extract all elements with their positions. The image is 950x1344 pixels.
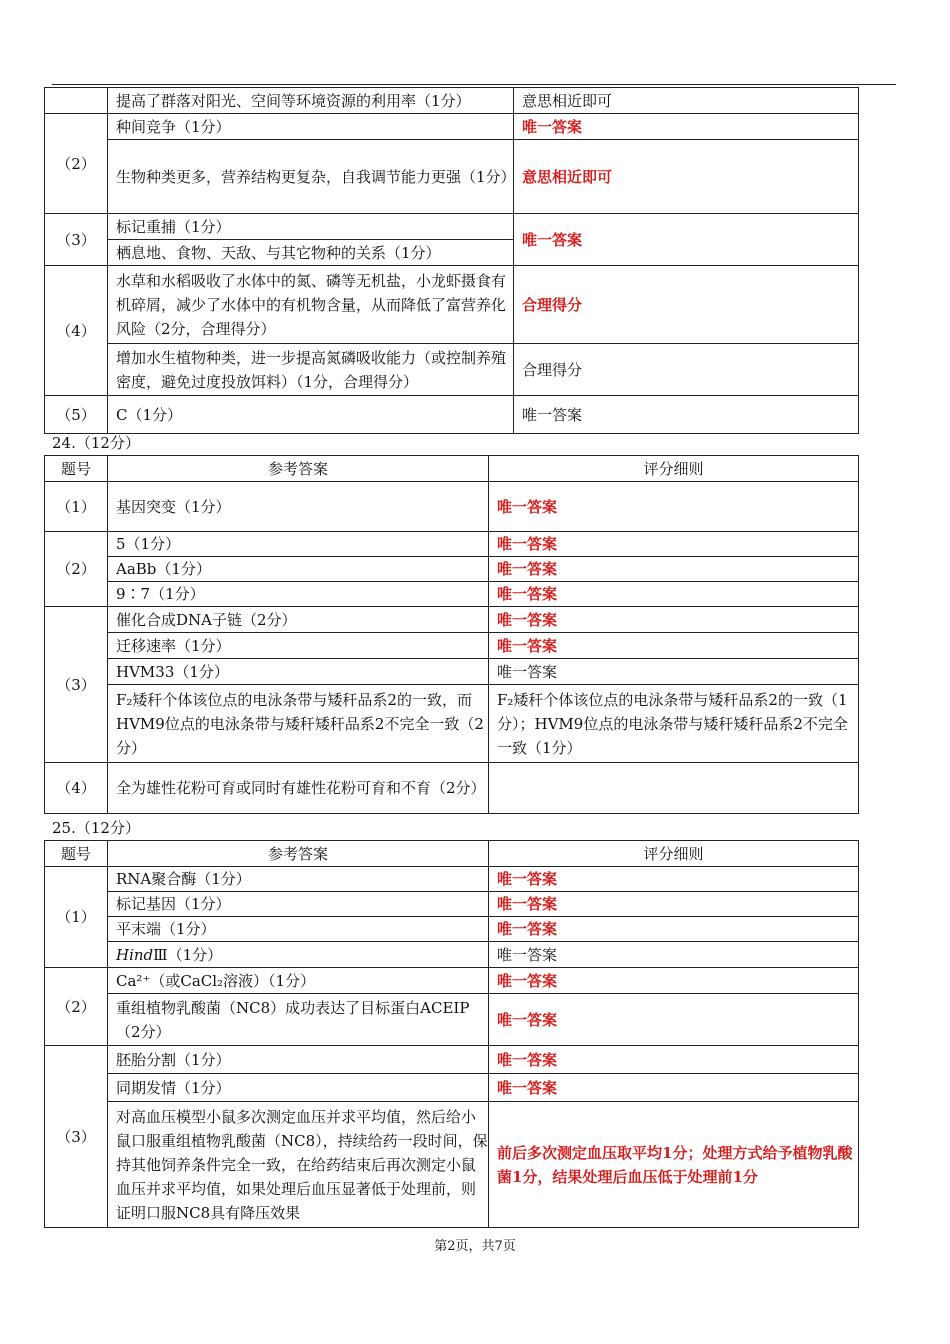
t25-q2-num: （2） [45, 968, 108, 1046]
t24-q3-answer-4: F₂矮秆个体该位点的电泳条带与矮秆品系2的一致，而HVM9位点的电泳条带与矮秆矮秆品系2不完全一致（2分） [108, 685, 489, 763]
t24-q3-note-1: 唯一答案 [489, 607, 859, 633]
t24-q1-answer: 基因突变（1分） [108, 482, 489, 532]
t25-q3-num: （3） [45, 1046, 108, 1228]
t23-q2-answer-1: 种间竞争（1分） [108, 114, 514, 140]
t24-q4-note [489, 763, 859, 814]
t25-q1-answer-1: RNA聚合酶（1分） [108, 867, 489, 892]
t23-q3-answer-1: 标记重捕（1分） [108, 214, 514, 240]
t25-q3-note-3: 前后多次测定血压取平均1分；处理方式给予植物乳酸菌1分，结果处理后血压低于处理前1分 [489, 1102, 859, 1228]
hind-suffix: Ⅲ（1分） [153, 945, 223, 964]
t23-q2-note-2: 意思相近即可 [514, 140, 859, 214]
t23-q5-answer: C（1分） [108, 396, 514, 434]
t24-q3-answer-3: HVM33（1分） [108, 659, 489, 685]
section-24-title: 24.（12分） [52, 434, 140, 452]
t23-q4-note-2: 合理得分 [514, 344, 859, 396]
t24-q3-answer-2: 迁移速率（1分） [108, 633, 489, 659]
t24-q3-num: （3） [45, 607, 108, 763]
t23-q3-num: （3） [45, 214, 108, 266]
t25-header-num: 题号 [45, 841, 108, 867]
t25-q1-note-4: 唯一答案 [489, 942, 859, 968]
t23-num-cont [45, 88, 108, 114]
t24-q3-answer-1: 催化合成DNA子链（2分） [108, 607, 489, 633]
hind-italic: Hind [116, 945, 154, 964]
t23-q3-note: 唯一答案 [514, 214, 859, 266]
t23-q4-note-1: 合理得分 [514, 266, 859, 344]
t24-q1-note: 唯一答案 [489, 482, 859, 532]
t23-q4-answer-1: 水草和水稻吸收了水体中的氮、磷等无机盐，小龙虾摄食有机碎屑，减少了水体中的有机物含量，从而降低了富营养化风险（2分，合理得分） [108, 266, 514, 344]
t24-q3-note-4: F₂矮秆个体该位点的电泳条带与矮秆品系2的一致（1分）；HVM9位点的电泳条带与矮秆矮秆品系2不完全一致（1分） [489, 685, 859, 763]
t24-header-answer: 参考答案 [108, 456, 489, 482]
t23-q2-note-1: 唯一答案 [514, 114, 859, 140]
t25-header-answer: 参考答案 [108, 841, 489, 867]
t25-q1-answer-4 [108, 942, 489, 968]
t24-q3-note-3: 唯一答案 [489, 659, 859, 685]
t24-q2-answer-2: AaBb（1分） [108, 557, 489, 582]
t24-q1-num: （1） [45, 482, 108, 532]
t25-q1-answer-3: 平末端（1分） [108, 917, 489, 942]
t25-q1-note-3: 唯一答案 [489, 917, 859, 942]
t24-header-note: 评分细则 [489, 456, 859, 482]
t25-header-note: 评分细则 [489, 841, 859, 867]
t25-q1-note-2: 唯一答案 [489, 892, 859, 917]
t23-q2-answer-2: 生物种类更多，营养结构更复杂，自我调节能力更强（1分） [108, 140, 514, 214]
t24-header-num: 题号 [45, 456, 108, 482]
t23-q5-note: 唯一答案 [514, 396, 859, 434]
t25-q3-answer-3: 对高血压模型小鼠多次测定血压并求平均值，然后给小鼠口服重组植物乳酸菌（NC8），持续给药一段时间，保持其他饲养条件完全一致，在给药结束后再次测定小鼠血压并求平均值，如果处理后血压显著低于处理前，则证明口服NC8具有降压效果 [108, 1102, 489, 1228]
t24-q2-answer-3: 9∶7（1分） [108, 582, 489, 607]
t24-q2-note-2: 唯一答案 [489, 557, 859, 582]
t25-q3-answer-2: 同期发情（1分） [108, 1074, 489, 1102]
t25-q3-note-2: 唯一答案 [489, 1074, 859, 1102]
t23-row-a-note: 意思相近即可 [514, 88, 859, 114]
t25-q1-answer-2: 标记基因（1分） [108, 892, 489, 917]
t24-q4-answer: 全为雄性花粉可育或同时有雄性花粉可育和不育（2分） [108, 763, 489, 814]
t23-q4-answer-2: 增加水生植物种类，进一步提高氮磷吸收能力（或控制养殖密度，避免过度投放饵料）（1分，合理得分） [108, 344, 514, 396]
page-footer: 第2页，共7页 [434, 1239, 516, 1254]
t24-q2-note-3: 唯一答案 [489, 582, 859, 607]
t25-q3-note-1: 唯一答案 [489, 1046, 859, 1074]
t23-q3-answer-2: 栖息地、食物、天敌、与其它物种的关系（1分） [108, 240, 514, 266]
section-25-title: 25.（12分） [52, 819, 140, 837]
t23-row-a-answer: 提高了群落对阳光、空间等环境资源的利用率（1分） [108, 88, 514, 114]
t23-q4-num: （4） [45, 266, 108, 396]
t24-q2-note-1: 唯一答案 [489, 532, 859, 557]
t25-q2-note-1: 唯一答案 [489, 968, 859, 994]
t25-q2-answer-1: Ca²⁺（或CaCl₂溶液）（1分） [108, 968, 489, 994]
t25-q2-answer-2: 重组植物乳酸菌（NC8）成功表达了目标蛋白ACEIP（2分） [108, 994, 489, 1046]
t23-q5-num: （5） [45, 396, 108, 434]
t24-q4-num: （4） [45, 763, 108, 814]
t24-q2-answer-1: 5（1分） [108, 532, 489, 557]
table-25 [44, 840, 859, 1228]
t25-q1-note-1: 唯一答案 [489, 867, 859, 892]
table-24 [44, 455, 859, 814]
t23-q2-num: （2） [45, 114, 108, 214]
t24-q2-num: （2） [45, 532, 108, 607]
t25-q1-num: （1） [45, 867, 108, 968]
table-23 [44, 87, 859, 434]
top-rule [52, 84, 896, 85]
t24-q3-note-2: 唯一答案 [489, 633, 859, 659]
t25-q2-note-2: 唯一答案 [489, 994, 859, 1046]
t25-q3-answer-1: 胚胎分割（1分） [108, 1046, 489, 1074]
